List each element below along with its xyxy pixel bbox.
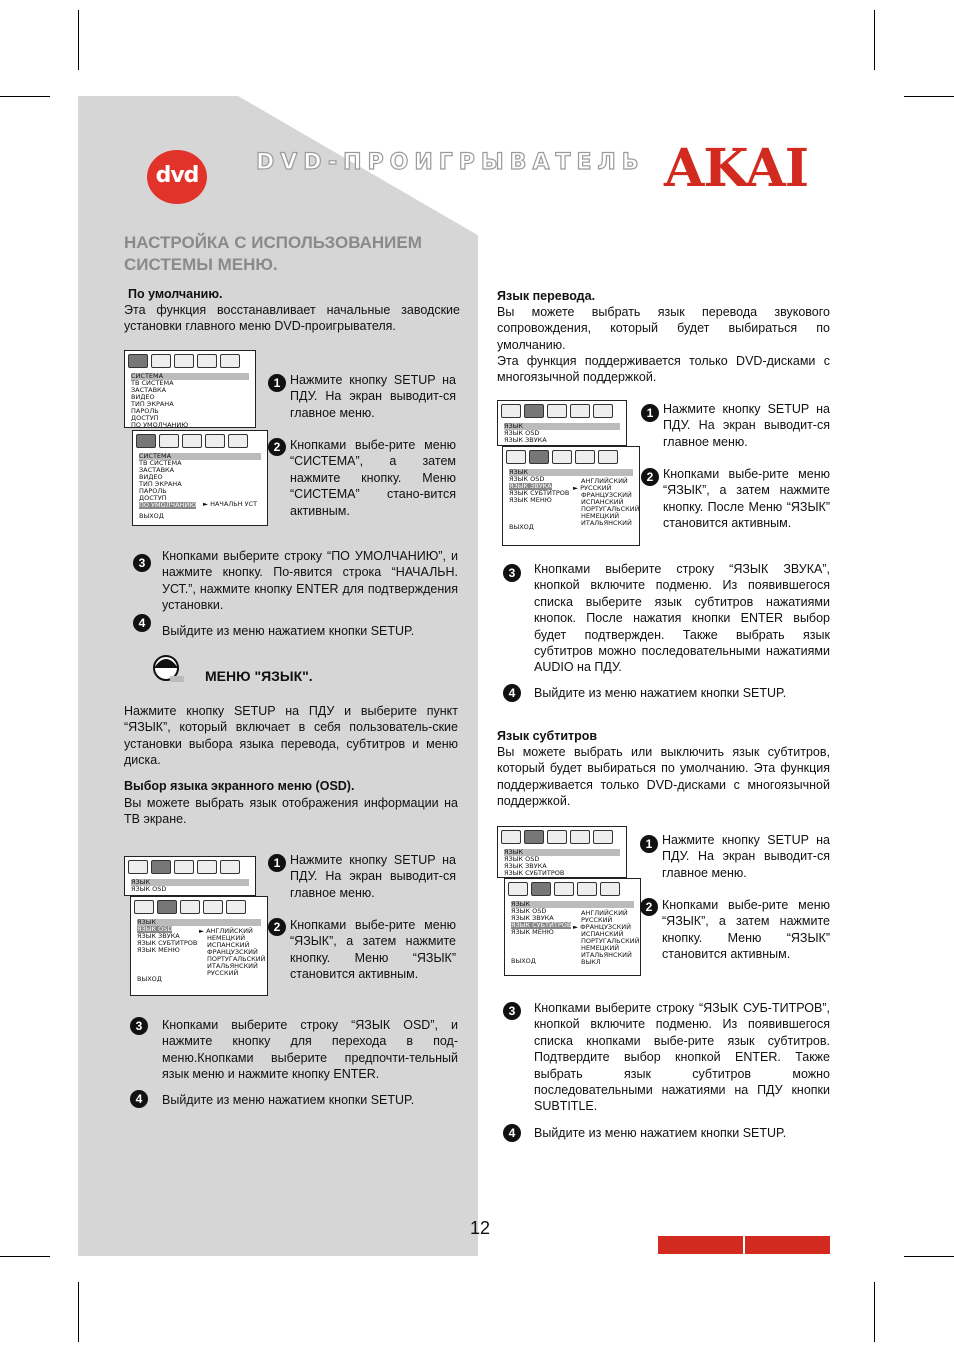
default-step4: Выйдите из меню нажатием кнопки SETUP. (162, 624, 415, 638)
step-number: 2 (640, 898, 658, 916)
subtitle-title: Язык субтитров (497, 729, 598, 743)
menu-item: ДОСТУП (131, 414, 159, 422)
menu-item: ТИП ЭКРАНА (139, 480, 182, 488)
menu-item: ВЫХОД (511, 957, 536, 965)
language-menu-title: МЕНЮ "ЯЗЫК". (205, 668, 313, 684)
language-menu-intro: Нажмите кнопку SETUP на ПДУ и выберите пункт “ЯЗЫК”, который включает в себя пользователь-ские установки выбора языка перевода, субтитров и меню диска. (124, 704, 458, 768)
menu-item: СИСТЕМА (131, 373, 249, 380)
step-number: 1 (640, 835, 658, 853)
menu-item: ЯЗЫК (504, 423, 620, 430)
subtitle-step2: Кнопками выбе-рите меню “ЯЗЫК”, а затем нажмите кнопку. Меню “ЯЗЫК” становится активным. (662, 898, 830, 962)
default-title: По умолчанию. (128, 287, 223, 301)
crop-mark (874, 1282, 875, 1342)
default-step2: Кнопками выбе-рите меню “СИСТЕМА”, а затем нажмите кнопку. Меню “СИСТЕМА” стано-вится активным. (290, 438, 456, 518)
menu-item: ЯЗЫК OSD (131, 885, 167, 893)
step-number: 2 (268, 438, 286, 456)
crop-mark (904, 1256, 954, 1257)
audio-step1: Нажмите кнопку SETUP на ПДУ. На экран выводит-ся главное меню. (663, 402, 830, 449)
menu-item: ЯЗЫК ЗВУКА (511, 914, 554, 922)
menu-item: ВЫХОД (137, 975, 162, 983)
subtitle-step3: Кнопками выберите строку “ЯЗЫК СУБ-ТИТРОВ”, кнопкой включите подменю. Из появившегося списка кнопками выбе-рите язык субтитров. Подтвердите выбор кнопкой ENTER. Также выбрать язык субтитров можно последовательными нажатиями на ПДУ кнопки SUBTITLE. (534, 1001, 830, 1114)
menu-item: ЯЗЫК МЕНЮ (511, 928, 554, 936)
menu-item: ЯЗЫК (137, 919, 261, 926)
menu-item: ЯЗЫК (511, 901, 634, 908)
osd-step1: Нажмите кнопку SETUP на ПДУ. На экран выводит-ся главное меню. (290, 853, 456, 900)
step-number: 1 (268, 854, 286, 872)
menu-item: ЯЗЫК СУБТИТРОВ (504, 869, 565, 877)
menu-item: ЯЗЫК СУБТИТРОВ (137, 939, 198, 947)
menu-item: ЯЗЫК OSD (504, 855, 540, 863)
menu-item: ЯЗЫК ЗВУКА (504, 436, 547, 444)
osd-step2: Кнопками выбе-рите меню “ЯЗЫК”, а затем нажмите кнопку. Меню “ЯЗЫК” становится активным. (290, 918, 456, 982)
menu-item: ВИДЕО (131, 393, 155, 401)
subtitle-step1: Нажмите кнопку SETUP на ПДУ. На экран выводит-ся главное меню. (662, 833, 830, 880)
subtitle-step4: Выйдите из меню нажатием кнопки SETUP. (534, 1126, 787, 1140)
menu-screen-audio-1 (497, 400, 627, 446)
menu-item: ТВ СИСТЕМА (131, 379, 174, 387)
menu-item: ЗАСТАВКА (131, 386, 167, 394)
default-intro: Эта функция восстанавливает начальные заводские установки главного меню DVD-проигрывателя. (124, 303, 460, 334)
step-number: 4 (133, 614, 151, 632)
subtitle-intro: Вы можете выбрать или выключить язык субтитров, который будет выбираться по умолчанию. Эта функция поддерживается только DVD-дисками с многоязычной поддержкой. (497, 745, 830, 809)
menu-item: ЯЗЫК (509, 469, 633, 476)
menu-item: ЯЗЫК МЕНЮ (137, 946, 180, 954)
crop-mark (904, 96, 954, 97)
step-number: 2 (641, 468, 659, 486)
menu-item: ТВ СИСТЕМА (139, 459, 182, 467)
crop-mark (78, 10, 79, 70)
menu-item: ПАРОЛЬ (131, 407, 159, 415)
menu-screen-osd-1 (124, 856, 256, 896)
default-step1: Нажмите кнопку SETUP на ПДУ. На экран выводит-ся главное меню. (290, 373, 456, 420)
footer-bar (745, 1236, 830, 1254)
step-number: 1 (641, 404, 659, 422)
menu-item: ПО УМОЛЧАНИЮ (131, 421, 189, 429)
menu-item: ЯЗЫК ЗВУКА (137, 932, 180, 940)
osd-step4: Выйдите из меню нажатием кнопки SETUP. (162, 1093, 415, 1107)
step-number: 3 (130, 1017, 148, 1035)
menu-screen-subtitle-2 (504, 878, 641, 976)
step-number: 3 (133, 554, 151, 572)
crop-mark (0, 1256, 50, 1257)
submenu-list: ► АНГЛИЙСКИЙ НЕМЕЦКИЙ ИСПАНСКИЙ ФРАНЦУЗСКИЙ ПОРТУГАЛЬСКИЙ ИТАЛЬЯНСКИЙ РУССКИЙ (199, 927, 266, 977)
menu-item: ТИП ЭКРАНА (131, 400, 174, 408)
audio-step3: Кнопками выберите строку “ЯЗЫК ЗВУКА”, кнопкой включите подменю. Из появившегося списка выберите язык субтитров нажатиями кнопок. После нажатия кнопки ENTER выбор будет подтвержден. Также выбрать язык субтитров можно последовательными нажатиями AUDIO на ПДУ. (534, 562, 830, 675)
audio-step4: Выйдите из меню нажатием кнопки SETUP. (534, 686, 787, 700)
menu-item: ПО УМОЛЧАНИЮ (139, 501, 197, 509)
person-icon (146, 650, 186, 690)
step-number: 4 (130, 1090, 148, 1108)
menu-screen-system-1 (124, 350, 256, 428)
menu-item: ЯЗЫК (504, 849, 620, 856)
menu-item: ЯЗЫК (131, 879, 249, 886)
menu-item: ЯЗЫК ЗВУКА (504, 862, 547, 870)
menu-item: ЯЗЫК СУБТИТРОВ (511, 921, 572, 929)
step-number: 4 (503, 684, 521, 702)
step-number: 2 (268, 918, 286, 936)
menu-item: ВЫХОД (139, 512, 164, 520)
audio-intro2: Эта функция поддерживается только DVD-дисками с многоязычной поддержкой. (497, 354, 830, 385)
menu-item: ЯЗЫК МЕНЮ (509, 496, 552, 504)
footer-bar (658, 1236, 743, 1254)
menu-item: ЯЗЫК OSD (137, 925, 173, 933)
menu-item: ВИДЕО (139, 473, 163, 481)
page-number: 12 (470, 1218, 491, 1238)
menu-item: ВЫХОД (509, 523, 534, 531)
menu-item: ЯЗЫК OSD (504, 429, 540, 437)
crop-mark (78, 1282, 79, 1342)
menu-screen-osd-2 (130, 896, 268, 996)
submenu-list: АНГЛИЙСКИЙ РУССКИЙ ► ФРАНЦУЗСКИЙ ИСПАНСКИЙ ПОРТУГАЛЬСКИЙ НЕМЕЦКИЙ ИТАЛЬЯНСКИЙ ВЫКЛ (573, 909, 640, 966)
menu-screen-system-2 (132, 430, 268, 526)
menu-item: ЯЗЫК OSD (511, 907, 547, 915)
header-title: DVD-ПРОИГРЫВАТЕЛЬ (256, 150, 645, 175)
submenu-list: АНГЛИЙСКИЙ ► РУССКИЙ ФРАНЦУЗСКИЙ ИСПАНСКИЙ ПОРТУГАЛЬСКИЙ НЕМЕЦКИЙ ИТАЛЬЯНСКИЙ (573, 477, 640, 527)
menu-item: ЗАСТАВКА (139, 466, 175, 474)
brand-logo: AKAI (664, 138, 809, 199)
crop-mark (0, 96, 50, 97)
menu-item: ЯЗЫК ЗВУКА (509, 482, 552, 490)
audio-title: Язык перевода. (497, 289, 596, 303)
submenu-item: ► НАЧАЛЬН УСТ (203, 500, 258, 508)
dvd-logo: dvd (147, 150, 207, 204)
osd-intro: Вы можете выбрать язык отображения информации на ТВ экране. (124, 796, 458, 827)
menu-item: ПАРОЛЬ (139, 487, 167, 495)
step-number: 1 (268, 374, 286, 392)
menu-item: ДОСТУП (139, 494, 167, 502)
crop-mark (874, 10, 875, 70)
default-step3: Кнопками выберите строку “ПО УМОЛЧАНИЮ”, и нажмите кнопку. По-явится строка “НАЧАЛЬН. УСТ.”, нажмите кнопку ENTER для подтверждения установки. (162, 549, 458, 613)
menu-item: ЯЗЫК OSD (509, 475, 545, 483)
step-number: 3 (503, 1002, 521, 1020)
osd-title: Выбор языка экранного меню (OSD). (124, 779, 355, 793)
menu-screen-subtitle-1 (497, 826, 627, 878)
step-number: 3 (503, 564, 521, 582)
page-title: НАСТРОЙКА С ИСПОЛЬЗОВАНИЕМ СИСТЕМЫ МЕНЮ. (124, 233, 422, 274)
audio-intro: Вы можете выбрать язык перевода звукового сопровождения, который будет выбираться по умолчанию. (497, 305, 830, 352)
menu-screen-audio-2 (502, 446, 640, 546)
step-number: 4 (503, 1124, 521, 1142)
audio-step2: Кнопками выбе-рите меню “ЯЗЫК”, а затем нажмите кнопку. После Меню “ЯЗЫК” становится активным. (663, 467, 830, 531)
menu-item: СИСТЕМА (139, 453, 261, 460)
menu-item: ЯЗЫК СУБТИТРОВ (509, 489, 570, 497)
osd-step3: Кнопками выберите строку “ЯЗЫК OSD”, и нажмите кнопку для перехода в под-меню.Кнопками выберите предпочти-тельный язык меню и нажмите кнопку ENTER. (162, 1018, 458, 1082)
